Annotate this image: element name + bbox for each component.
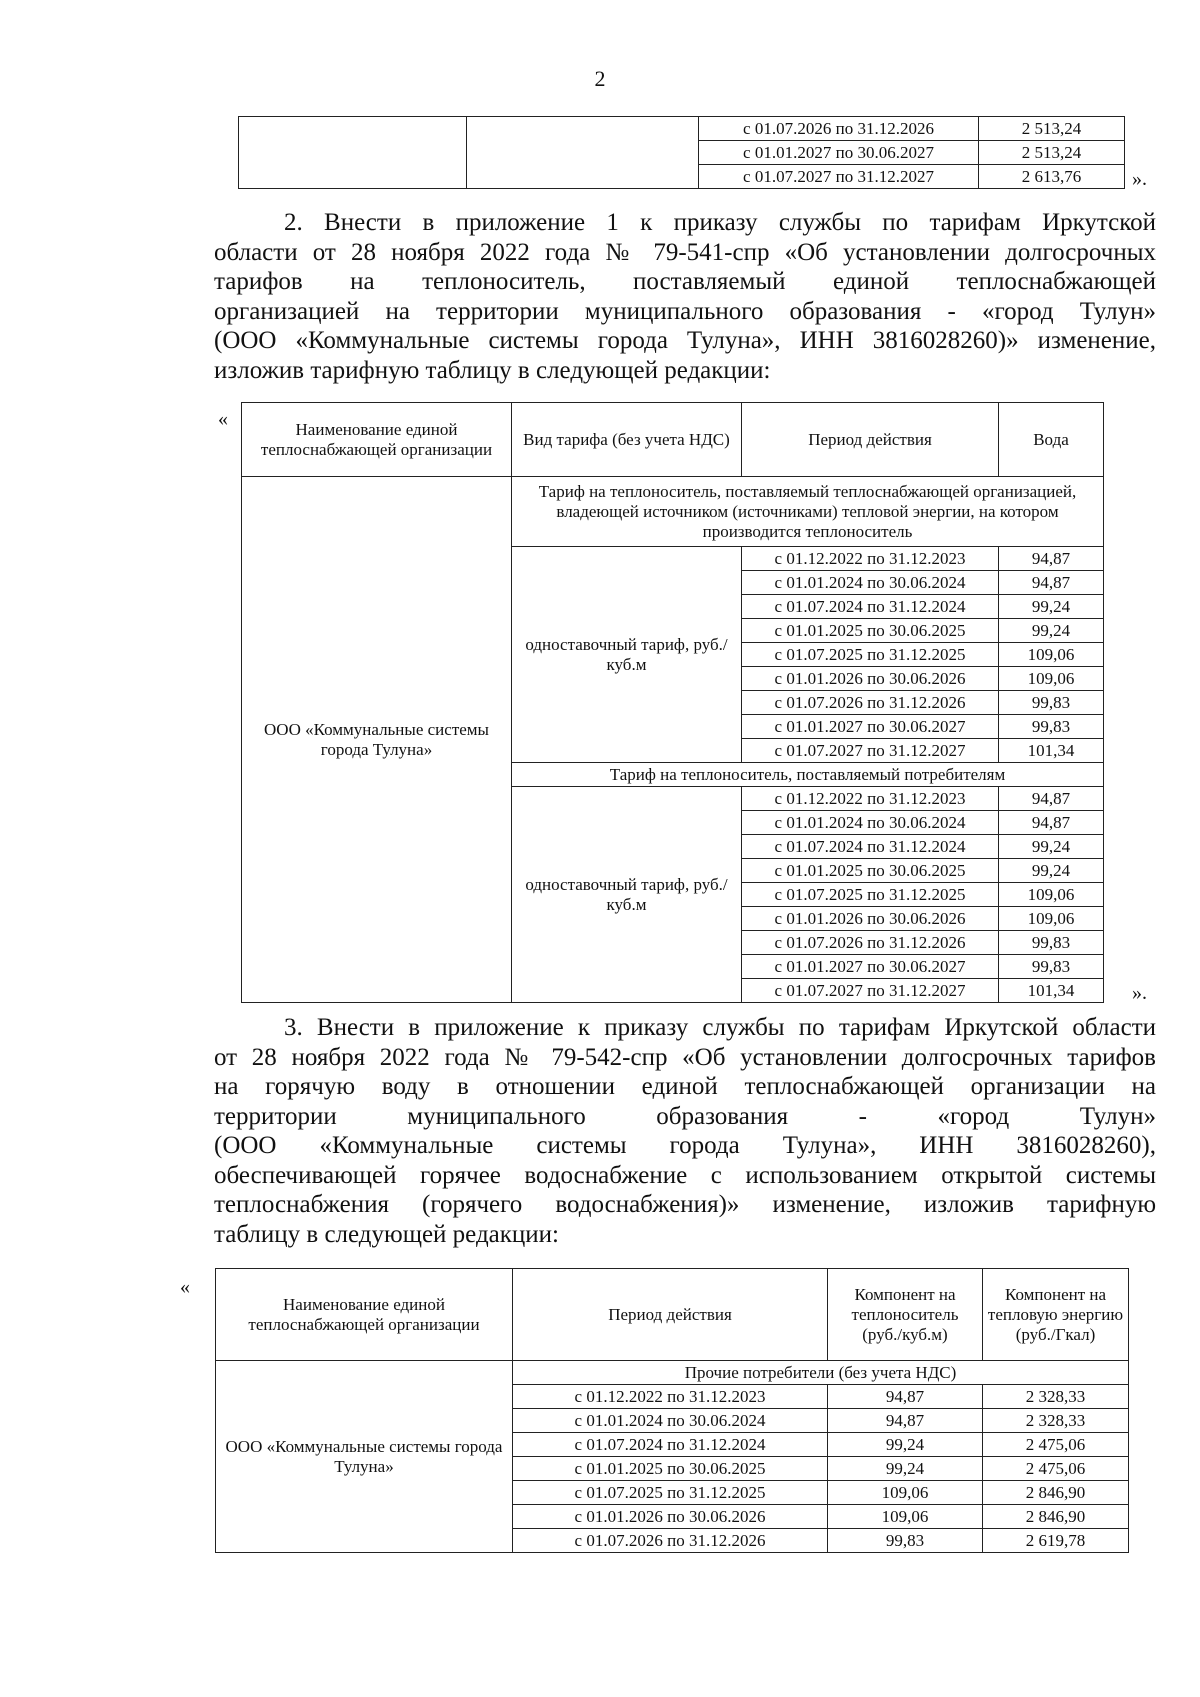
value-cell: 109,06 [999,667,1104,691]
value-cell: 99,83 [999,955,1104,979]
period-cell: с 01.07.2025 по 31.12.2025 [742,883,999,907]
value-cell: 99,24 [828,1433,983,1457]
value-cell: 101,34 [999,739,1104,763]
period-cell: с 01.07.2027 по 31.12.2027 [742,739,999,763]
text-line: (ООО «Коммунальные системы города Тулуна», ИНН 3816028260), [214,1132,1156,1159]
text-line: 3. Внести в приложение к приказу службы по тарифам Иркутской области [284,1014,1156,1041]
period-cell: с 01.12.2022 по 31.12.2023 [513,1385,828,1409]
opening-quote: « [180,1276,190,1298]
value-cell: 99,24 [999,595,1104,619]
closing-quote: ». [1132,982,1147,1004]
period-cell: с 01.07.2024 по 31.12.2024 [513,1433,828,1457]
value-cell: 94,87 [999,571,1104,595]
value-cell: 99,24 [828,1457,983,1481]
page-number: 2 [594,66,606,91]
org-name-cell: ООО «Коммунальные системы города Тулуна» [216,1361,513,1553]
period-cell: с 01.01.2025 по 30.06.2025 [513,1457,828,1481]
text-line: от 28 ноября 2022 года № 79-542-спр «Об установлении долгосрочных тарифов [214,1043,1156,1071]
header-component-carrier: Компонент на теплоноситель (руб./куб.м) [828,1269,983,1361]
period-cell: с 01.01.2027 по 30.06.2027 [742,955,999,979]
value-cell: 109,06 [828,1505,983,1529]
value-cell: 101,34 [999,979,1104,1003]
header-period: Период действия [513,1269,828,1361]
value-cell: 2 846,90 [983,1505,1129,1529]
period-cell: с 01.01.2025 по 30.06.2025 [742,619,999,643]
header-component-energy: Компонент на тепловую энергию (руб./Гкал) [983,1269,1129,1361]
value-cell: 109,06 [999,907,1104,931]
period-cell: с 01.07.2025 по 31.12.2025 [742,643,999,667]
header-type: Вид тарифа (без учета НДС) [512,403,742,477]
text-line: изложив тарифную таблицу в следующей редакции: [214,356,771,384]
value-cell: 2 328,33 [983,1409,1129,1433]
period-cell: с 01.12.2022 по 31.12.2023 [742,547,999,571]
period-cell: с 01.07.2026 по 31.12.2026 [742,931,999,955]
value-cell: 2 613,76 [979,165,1125,189]
period-cell: с 01.07.2024 по 31.12.2024 [742,835,999,859]
empty-cell [467,117,699,189]
empty-cell [239,117,467,189]
text-line: организацией на территории муниципального образования - «город Тулун» [214,297,1156,325]
value-cell: 2 846,90 [983,1481,1129,1505]
value-cell: 2 513,24 [979,141,1125,165]
paragraph-3 [214,1013,1156,1249]
period-cell: с 01.07.2026 по 31.12.2026 [742,691,999,715]
section-title: Прочие потребители (без учета НДС) [513,1361,1129,1385]
header-org: Наименование единой теплоснабжающей организации [216,1269,513,1361]
value-cell: 94,87 [828,1409,983,1433]
text-line: таблицу в следующей редакции: [214,1220,559,1248]
closing-quote: ». [1132,168,1147,190]
period-cell: с 01.01.2024 по 30.06.2024 [513,1409,828,1433]
period-cell: с 01.07.2026 по 31.12.2026 [699,117,979,141]
period-cell: с 01.07.2026 по 31.12.2026 [513,1529,828,1553]
section-title: Тариф на теплоноситель, поставляемый теплоснабжающей организацией, владеющей источником (источниками) тепловой энергии, на котором производится теплоноситель [512,477,1104,547]
value-cell: 99,24 [999,859,1104,883]
period-cell: с 01.01.2025 по 30.06.2025 [742,859,999,883]
value-cell: 94,87 [999,787,1104,811]
paragraph-2 [214,208,1156,385]
value-cell: 2 619,78 [983,1529,1129,1553]
period-cell: с 01.01.2026 по 30.06.2026 [742,907,999,931]
value-cell: 99,83 [999,931,1104,955]
value-cell: 94,87 [999,547,1104,571]
text-line: тарифов на теплоноситель, поставляемый единой теплоснабжающей [214,268,1156,295]
value-cell: 109,06 [999,643,1104,667]
value-cell: 99,83 [999,691,1104,715]
period-cell: с 01.01.2027 по 30.06.2027 [699,141,979,165]
text-line: 2. Внести в приложение 1 к приказу службы по тарифам Иркутской [284,209,1156,236]
tariff-type-cell: одноставочный тариф, руб./куб.м [512,787,742,1003]
period-cell: с 01.07.2025 по 31.12.2025 [513,1481,828,1505]
text-line: теплоснабжения (горячего водоснабжения)» изменение, изложив тарифную [214,1191,1156,1218]
tariff-type-cell: одноставочный тариф, руб./куб.м [512,547,742,763]
text-line: территории муниципального образования - «город Тулун» [214,1102,1156,1130]
period-cell: с 01.07.2027 по 31.12.2027 [699,165,979,189]
value-cell: 109,06 [999,883,1104,907]
value-cell: 2 475,06 [983,1433,1129,1457]
header-period: Период действия [742,403,999,477]
opening-quote: « [218,408,228,430]
value-cell: 99,24 [999,835,1104,859]
period-cell: с 01.01.2024 по 30.06.2024 [742,811,999,835]
text-line: (ООО «Коммунальные системы города Тулуна», ИНН 3816028260)» изменение, [214,327,1156,354]
org-name-cell: ООО «Коммунальные системы города Тулуна» [242,477,512,1003]
value-cell: 94,87 [999,811,1104,835]
text-line: обеспечивающей горячее водоснабжение с использованием открытой системы [214,1161,1156,1189]
value-cell: 2 513,24 [979,117,1125,141]
tariff-table-hot-water [215,1268,1129,1553]
period-cell: с 01.01.2027 по 30.06.2027 [742,715,999,739]
period-cell: с 01.07.2024 по 31.12.2024 [742,595,999,619]
period-cell: с 01.01.2026 по 30.06.2026 [742,667,999,691]
value-cell: 99,83 [828,1529,983,1553]
period-cell: с 01.01.2024 по 30.06.2024 [742,571,999,595]
header-water: Вода [999,403,1104,477]
value-cell: 99,83 [999,715,1104,739]
text-line: на горячую воду в отношении единой теплоснабжающей организации на [214,1073,1156,1100]
period-cell: с 01.07.2027 по 31.12.2027 [742,979,999,1003]
tariff-table-heat-carrier [241,402,1104,1003]
value-cell: 109,06 [828,1481,983,1505]
header-org: Наименование единой теплоснабжающей организации [242,403,512,477]
period-cell: с 01.12.2022 по 31.12.2023 [742,787,999,811]
value-cell: 94,87 [828,1385,983,1409]
text-line: области от 28 ноября 2022 года № 79-541-спр «Об установлении долгосрочных [214,238,1156,266]
period-cell: с 01.01.2026 по 30.06.2026 [513,1505,828,1529]
value-cell: 2 475,06 [983,1457,1129,1481]
value-cell: 99,24 [999,619,1104,643]
table-continuation [238,116,1125,189]
value-cell: 2 328,33 [983,1385,1129,1409]
section-title: Тариф на теплоноситель, поставляемый потребителям [512,763,1104,787]
